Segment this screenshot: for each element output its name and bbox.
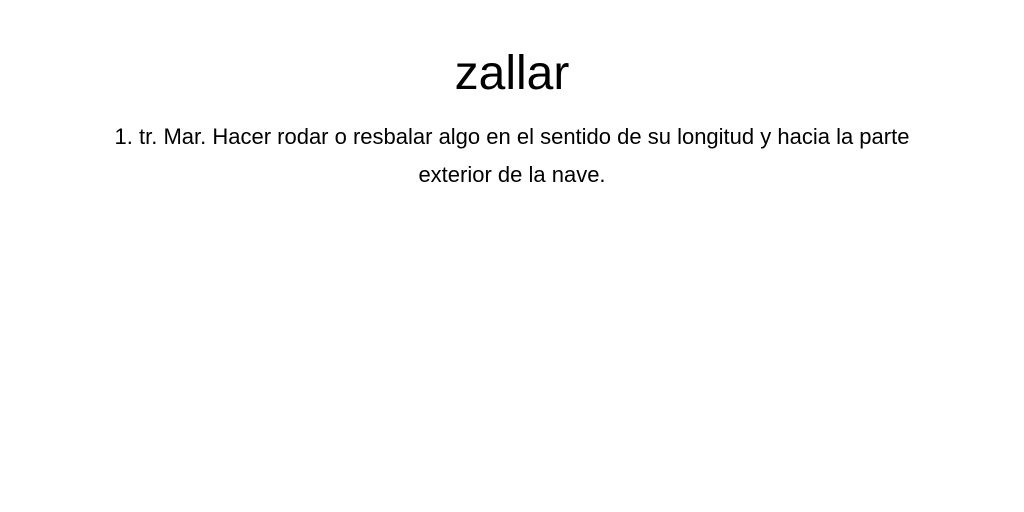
headword: zallar [454, 47, 570, 100]
definition-text: 1. tr. Mar. Hacer rodar o resbalar algo en el sentido de su longitud y hacia la parte exterior de la nave. [114, 124, 910, 187]
